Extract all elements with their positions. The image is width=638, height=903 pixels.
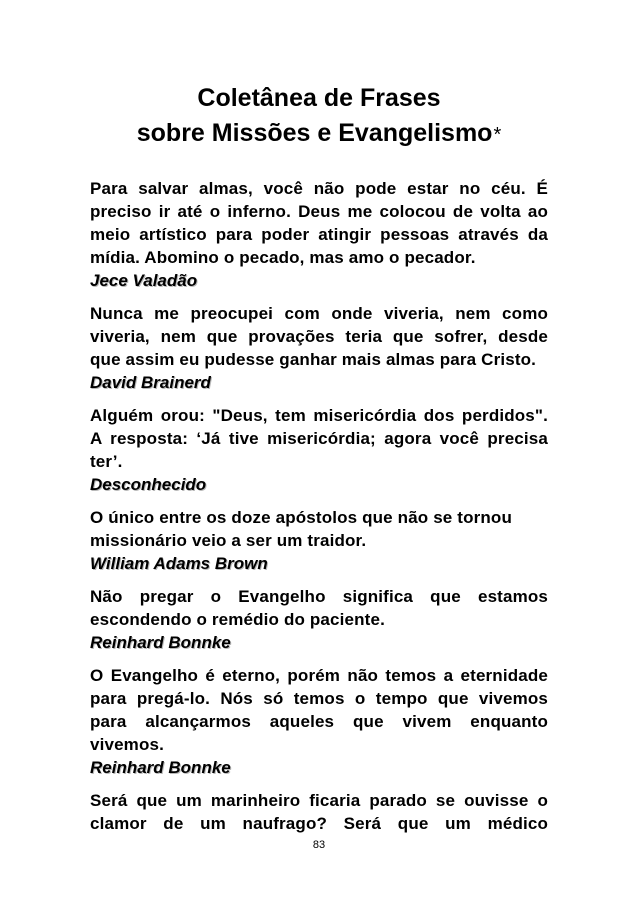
quote-block <box>90 585 548 654</box>
quote-line: clamor de um naufrago? Será que um médico <box>90 814 548 833</box>
quote-line: ter’. <box>90 452 123 471</box>
quote-block <box>90 789 548 835</box>
title-line-1: Coletânea de Frases <box>197 84 441 112</box>
title-line-2-text: sobre Missões e Evangelismo <box>136 119 493 147</box>
quote-line: Será que um marinheiro ficaria parado se ouvisse o <box>90 791 548 810</box>
quote-line: Nunca me preocupei com onde viveria, nem como <box>90 304 548 323</box>
quote-line: para alcançarmos aqueles que vivem enquanto <box>90 712 548 731</box>
quote-line: preciso ir até o inferno. Deus me colocou de volta ao <box>90 202 548 221</box>
quote-text <box>90 404 548 473</box>
quote-line: que assim eu pudesse ganhar mais almas para Cristo. <box>90 350 537 369</box>
quote-block <box>90 404 548 496</box>
quote-line: viveria, nem que provações teria que sofrer, desde <box>90 327 548 346</box>
quote-line: A resposta: ‘Já tive misericórdia; agora você precisa <box>90 429 548 448</box>
quote-text <box>90 506 548 552</box>
quote-line: Não pregar o Evangelho significa que estamos <box>90 587 548 606</box>
quote-line: escondendo o remédio do paciente. <box>90 610 385 629</box>
quote-block <box>90 506 548 575</box>
quote-author: David Brainerd <box>90 373 211 392</box>
quote-line: O único entre os doze apóstolos que não se tornou <box>90 508 512 527</box>
quote-line: vivemos. <box>90 735 164 754</box>
quote-line: meio artístico para poder atingir pessoas através da <box>90 225 548 244</box>
quote-line: mídia. Abomino o pecado, mas amo o pecador. <box>90 248 476 267</box>
quotes-list <box>90 177 548 845</box>
quote-author: Desconhecido <box>90 475 207 494</box>
quote-author: Jece Valadão <box>90 271 198 290</box>
quote-author: Reinhard Bonnke <box>90 758 231 777</box>
quote-block <box>90 177 548 292</box>
quote-line: para pregá-lo. Nós só temos o tempo que vivemos <box>90 689 548 708</box>
page-title <box>0 81 638 153</box>
quote-text <box>90 302 548 371</box>
quote-author: William Adams Brown <box>90 554 268 573</box>
quote-block <box>90 302 548 394</box>
quote-author: Reinhard Bonnke <box>90 633 231 652</box>
quote-text <box>90 664 548 756</box>
quote-block <box>90 664 548 779</box>
quote-text <box>90 789 548 835</box>
quote-line: O Evangelho é eterno, porém não temos a eternidade <box>90 666 548 685</box>
quote-line: Alguém orou: "Deus, tem misericórdia dos perdidos". <box>90 406 548 425</box>
quote-line: missionário veio a ser um traidor. <box>90 531 367 550</box>
quote-text <box>90 585 548 631</box>
quote-line: Para salvar almas, você não pode estar no céu. É <box>90 179 548 198</box>
page-number: 83 <box>312 839 326 851</box>
title-footnote-mark: * <box>493 124 502 146</box>
quote-text <box>90 177 548 269</box>
title-line-2 <box>0 116 638 153</box>
